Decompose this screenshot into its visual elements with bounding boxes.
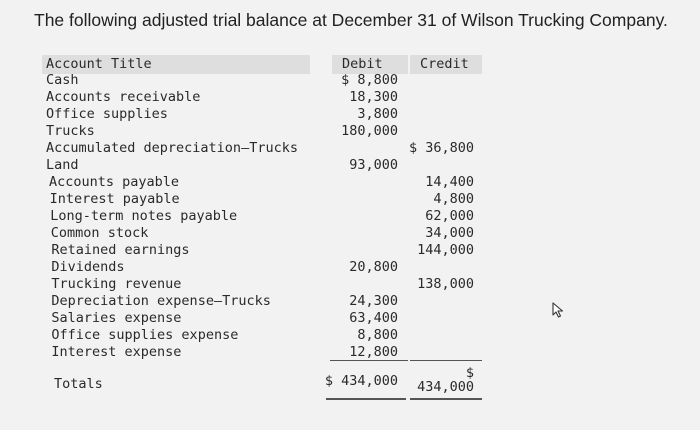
debit-cell: 24,300 [349,293,398,309]
account-title-cell: Dividends [51,259,125,275]
account-title-cell: Cash [46,72,79,88]
debit-total: $ 434,000 [324,373,398,389]
credit-cell: 144,000 [417,242,474,258]
account-title-cell: Interest expense [51,344,182,360]
debit-cell: 180,000 [341,123,398,139]
credit-cell: 62,000 [425,208,474,224]
totals-label: Totals [54,376,103,392]
debit-cell: $ 8,800 [341,72,398,88]
debit-cell: 93,000 [349,157,398,173]
debit-total-rule-bottom [326,398,406,400]
page-heading: The following adjusted trial balance at December 31 of Wilson Trucking Company. [34,10,668,30]
credit-cell: $ 36,800 [408,140,474,156]
debit-header: Debit [342,56,383,72]
account-title-header: Account Title [46,56,152,72]
debit-cell: 18,300 [349,89,398,105]
debit-cell: 12,800 [349,344,398,360]
credit-total: 434,000 [417,379,474,395]
account-title-cell: Accumulated depreciation—Trucks [46,140,298,156]
account-title-cell: Trucking revenue [51,276,182,292]
debit-cell: 8,800 [357,327,398,343]
account-title-cell: Long-term notes payable [50,208,238,224]
credit-total-rule-bottom [410,398,482,400]
account-title-cell: Office supplies expense [51,327,239,343]
account-title-cell: Interest payable [49,191,180,207]
debit-total-rule-top [330,360,408,361]
credit-cell: 34,000 [425,225,474,241]
credit-cell: 4,800 [433,191,474,207]
account-title-cell: Depreciation expense—Trucks [51,293,271,309]
account-title-cell: Trucks [46,123,95,139]
debit-cell: 3,800 [357,106,398,122]
credit-total-dollar-sign: $ [465,365,474,381]
credit-total-rule-top [410,360,482,361]
account-title-cell: Common stock [50,225,149,241]
account-title-cell: Office supplies [46,106,168,122]
credit-header: Credit [420,56,469,72]
debit-cell: 20,800 [349,259,398,275]
account-title-cell: Retained earnings [51,242,190,258]
debit-cell: 63,400 [349,310,398,326]
account-title-cell: Accounts payable [49,174,180,190]
credit-cell: 138,000 [417,276,474,292]
account-title-cell: Salaries expense [51,310,182,326]
account-title-cell: Land [46,157,79,173]
mouse-pointer-icon [552,302,566,318]
account-title-cell: Accounts receivable [46,89,201,105]
credit-cell: 14,400 [425,174,474,190]
